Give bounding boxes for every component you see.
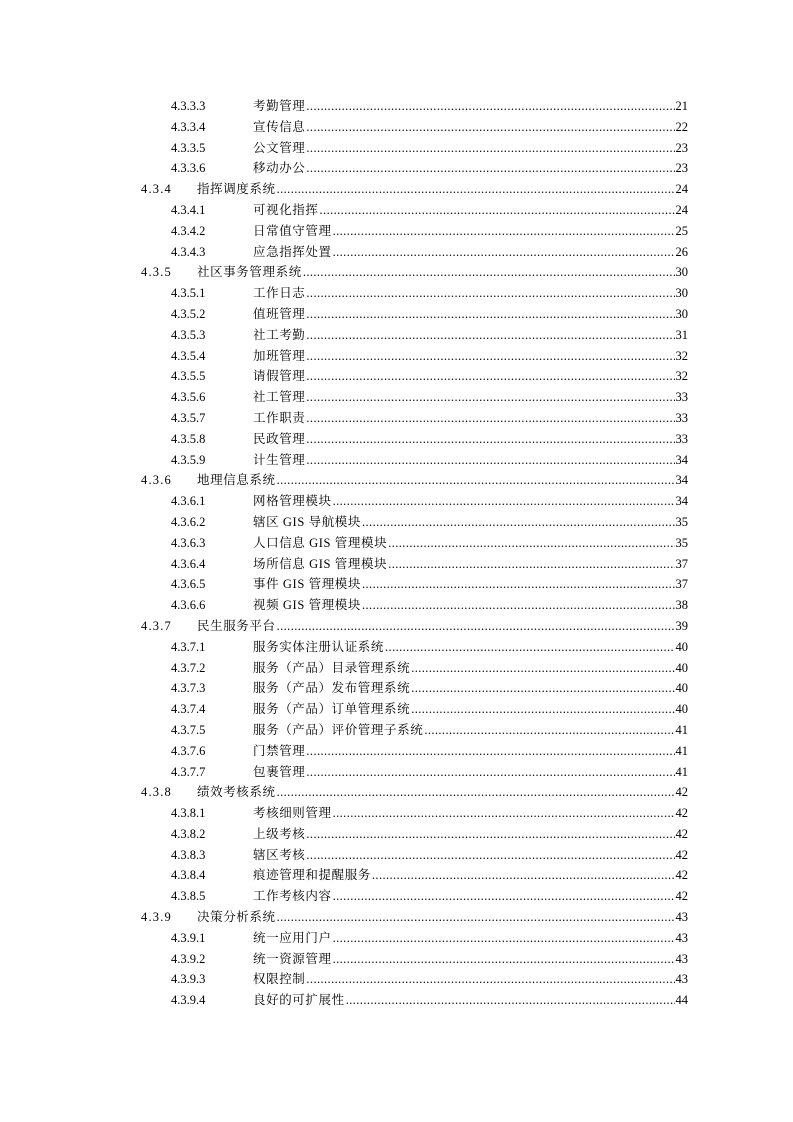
toc-section-entry[interactable]	[0, 616, 793, 637]
toc-entry-title-line	[253, 366, 688, 387]
toc-entry-number: 4.3.5.9	[171, 452, 206, 467]
toc-entry-title-line	[253, 720, 688, 741]
toc-dot-leader	[277, 470, 675, 491]
toc-page-number[interactable]: 42	[675, 889, 688, 904]
toc-entry-title[interactable]: 日常值守管理	[253, 223, 332, 238]
toc-entry-number: 4.3.6.4	[171, 556, 206, 571]
toc-subsection-entry[interactable]	[0, 658, 793, 679]
toc-dot-leader	[306, 138, 674, 159]
toc-entry-number: 4.3.7.5	[171, 722, 206, 737]
toc-entry-title[interactable]: 事件 GIS 管理模块	[253, 577, 361, 592]
toc-entry-number: 4.3.5.2	[171, 306, 206, 321]
toc-subsection-entry[interactable]	[0, 969, 793, 990]
toc-entry-number: 4.3.9.1	[171, 930, 206, 945]
toc-dot-leader	[306, 741, 674, 762]
toc-entry-number: 4.3.7.2	[171, 660, 206, 675]
toc-dot-leader	[362, 574, 675, 595]
toc-subsection-entry[interactable]	[0, 117, 793, 138]
toc-subsection-entry[interactable]	[0, 928, 793, 949]
toc-entry-title-line	[253, 699, 688, 720]
toc-dot-leader	[333, 928, 675, 949]
toc-entry-number: 4.3.3.5	[171, 140, 206, 155]
toc-subsection-entry[interactable]	[0, 803, 793, 824]
toc-entry-number: 4.3.3.4	[171, 119, 206, 134]
toc-entry-title-line	[253, 554, 688, 575]
toc-subsection-entry[interactable]	[0, 450, 793, 471]
toc-page-number[interactable]: 40	[675, 681, 688, 696]
toc-entry-title-line	[253, 574, 688, 595]
toc-page-number[interactable]: 34	[675, 452, 688, 467]
toc-dot-leader	[411, 699, 674, 720]
toc-page-number[interactable]: 42	[675, 868, 688, 883]
toc-subsection-entry[interactable]	[0, 408, 793, 429]
toc-entry-number: 4.3.7	[141, 618, 172, 633]
toc-section-entry[interactable]	[0, 179, 793, 200]
toc-dot-leader	[333, 491, 675, 512]
toc-entry-title[interactable]: 服务（产品）发布管理系统	[253, 681, 411, 696]
toc-dot-leader	[333, 803, 675, 824]
toc-entry-title-line	[253, 678, 688, 699]
toc-page-number[interactable]: 43	[675, 930, 688, 945]
toc-page-number[interactable]: 43	[675, 972, 688, 987]
toc-entry-title-line	[197, 262, 688, 283]
toc-dot-leader	[306, 96, 674, 117]
toc-entry-title[interactable]: 服务实体注册认证系统	[253, 639, 385, 654]
toc-page-number[interactable]: 25	[675, 223, 688, 238]
toc-page-number[interactable]: 30	[675, 306, 688, 321]
toc-entry-title-line	[253, 803, 688, 824]
toc-entry-title-line	[253, 969, 688, 990]
toc-dot-leader	[362, 595, 675, 616]
toc-entry-title-line	[253, 949, 688, 970]
toc-entry-title[interactable]: 痕迹管理和提醒服务	[253, 868, 371, 883]
toc-dot-leader	[362, 512, 675, 533]
toc-entry-title-line	[197, 470, 688, 491]
toc-page-number[interactable]: 43	[675, 951, 688, 966]
toc-subsection-entry[interactable]	[0, 158, 793, 179]
table-of-contents	[0, 96, 793, 1011]
toc-entry-title-line	[253, 221, 688, 242]
toc-entry-title[interactable]: 服务（产品）目录管理系统	[253, 660, 411, 675]
toc-entry-title[interactable]: 宣传信息	[253, 119, 306, 134]
toc-section-entry[interactable]	[0, 262, 793, 283]
toc-section-entry[interactable]	[0, 782, 793, 803]
toc-entry-number: 4.3.6.1	[171, 494, 206, 509]
toc-dot-leader	[306, 158, 674, 179]
toc-entry-title[interactable]: 请假管理	[253, 369, 306, 384]
toc-entry-number: 4.3.4	[141, 182, 172, 197]
toc-subsection-entry[interactable]	[0, 512, 793, 533]
toc-entry-title-line	[253, 408, 688, 429]
toc-page-number[interactable]: 40	[675, 702, 688, 717]
toc-entry-title[interactable]: 加班管理	[253, 348, 306, 363]
toc-entry-title-line	[253, 158, 688, 179]
toc-dot-leader	[306, 304, 674, 325]
toc-entry-title-line	[253, 117, 688, 138]
toc-entry-title[interactable]: 统一应用门户	[253, 930, 332, 945]
toc-page-number[interactable]: 35	[675, 514, 688, 529]
toc-page-number[interactable]: 41	[675, 743, 688, 758]
toc-subsection-entry[interactable]	[0, 533, 793, 554]
toc-entry-number: 4.3.5.8	[171, 431, 206, 446]
toc-entry-title-line	[253, 658, 688, 679]
toc-dot-leader	[306, 366, 674, 387]
toc-entry-title[interactable]: 视频 GIS 管理模块	[253, 598, 361, 613]
toc-entry-title[interactable]: 值班管理	[253, 306, 306, 321]
toc-dot-leader	[388, 554, 674, 575]
toc-entry-title-line	[253, 595, 688, 616]
toc-entry-title[interactable]: 权限控制	[253, 972, 306, 987]
toc-dot-leader	[388, 533, 674, 554]
toc-entry-number: 4.3.6.6	[171, 598, 206, 613]
toc-dot-leader	[277, 782, 675, 803]
toc-entry-title-line	[253, 346, 688, 367]
toc-page-number[interactable]: 34	[675, 494, 688, 509]
toc-dot-leader	[346, 990, 675, 1011]
toc-entry-title-line	[253, 928, 688, 949]
toc-dot-leader	[411, 678, 674, 699]
toc-entry-number: 4.3.5.6	[171, 390, 206, 405]
toc-entry-title[interactable]: 计生管理	[253, 452, 306, 467]
toc-entry-title-line	[253, 865, 688, 886]
toc-dot-leader	[306, 969, 674, 990]
toc-entry-number: 4.3.6.3	[171, 535, 206, 550]
toc-entry-number: 4.3.5.1	[171, 286, 206, 301]
toc-subsection-entry[interactable]	[0, 366, 793, 387]
toc-page-number[interactable]: 41	[675, 764, 688, 779]
toc-entry-title[interactable]: 工作日志	[253, 286, 306, 301]
toc-entry-number: 4.3.7.4	[171, 702, 206, 717]
toc-page-number[interactable]: 42	[675, 826, 688, 841]
toc-entry-number: 4.3.7.6	[171, 743, 206, 758]
toc-subsection-entry[interactable]	[0, 741, 793, 762]
toc-entry-title[interactable]: 上级考核	[253, 826, 306, 841]
toc-entry-number: 4.3.5	[141, 265, 172, 280]
toc-entry-title-line	[253, 491, 688, 512]
toc-entry-number: 4.3.4.3	[171, 244, 206, 259]
toc-page-number[interactable]: 26	[675, 244, 688, 259]
toc-entry-number: 4.3.5.4	[171, 348, 206, 363]
toc-entry-title[interactable]: 地理信息系统	[197, 473, 276, 488]
toc-entry-title[interactable]: 社工考勤	[253, 327, 306, 342]
toc-page-number[interactable]: 40	[675, 639, 688, 654]
toc-page-number[interactable]: 33	[675, 390, 688, 405]
toc-entry-number: 4.3.8	[141, 785, 172, 800]
toc-page-number[interactable]: 32	[675, 369, 688, 384]
toc-page-number[interactable]: 30	[675, 286, 688, 301]
toc-subsection-entry[interactable]	[0, 949, 793, 970]
toc-entry-number: 4.3.9	[141, 910, 172, 925]
toc-section-entry[interactable]	[0, 470, 793, 491]
toc-dot-leader	[320, 200, 675, 221]
toc-entry-title[interactable]: 绩效考核系统	[197, 785, 276, 800]
toc-entry-title[interactable]: 人口信息 GIS 管理模块	[253, 535, 388, 550]
toc-subsection-entry[interactable]	[0, 678, 793, 699]
toc-entry-title[interactable]: 可视化指挥	[253, 202, 319, 217]
toc-entry-number: 4.3.9.4	[171, 993, 206, 1008]
toc-subsection-entry[interactable]	[0, 574, 793, 595]
toc-page-number[interactable]: 33	[675, 431, 688, 446]
toc-entry-title-line	[253, 325, 688, 346]
toc-subsection-entry[interactable]	[0, 990, 793, 1011]
toc-dot-leader	[306, 824, 674, 845]
toc-subsection-entry[interactable]	[0, 283, 793, 304]
toc-entry-title[interactable]: 公文管理	[253, 140, 306, 155]
toc-page-number[interactable]: 43	[675, 910, 688, 925]
toc-entry-title-line	[253, 637, 688, 658]
toc-dot-leader	[306, 429, 674, 450]
toc-entry-number: 4.3.8.2	[171, 826, 206, 841]
toc-entry-title-line	[197, 782, 688, 803]
toc-subsection-entry[interactable]	[0, 221, 793, 242]
toc-entry-title[interactable]: 民政管理	[253, 431, 306, 446]
toc-dot-leader	[372, 865, 675, 886]
toc-subsection-entry[interactable]	[0, 387, 793, 408]
toc-page-number[interactable]: 31	[675, 327, 688, 342]
toc-entry-title[interactable]: 辖区 GIS 导航模块	[253, 514, 361, 529]
toc-subsection-entry[interactable]	[0, 762, 793, 783]
toc-entry-title[interactable]: 场所信息 GIS 管理模块	[253, 556, 388, 571]
toc-entry-title-line	[253, 741, 688, 762]
toc-page-number[interactable]: 32	[675, 348, 688, 363]
toc-dot-leader	[306, 450, 674, 471]
toc-dot-leader	[411, 658, 674, 679]
toc-entry-title[interactable]: 工作职责	[253, 410, 306, 425]
toc-entry-title-line	[253, 429, 688, 450]
toc-entry-title-line	[253, 886, 688, 907]
toc-entry-title[interactable]: 服务（产品）订单管理系统	[253, 702, 411, 717]
toc-entry-number: 4.3.7.1	[171, 639, 206, 654]
toc-page-number[interactable]: 37	[675, 577, 688, 592]
toc-entry-title-line	[197, 179, 688, 200]
toc-entry-number: 4.3.6.5	[171, 577, 206, 592]
toc-dot-leader	[424, 720, 674, 741]
toc-page-number[interactable]: 35	[675, 535, 688, 550]
toc-entry-title-line	[253, 138, 688, 159]
toc-page-number[interactable]: 39	[675, 618, 688, 633]
toc-entry-title[interactable]: 辖区考核	[253, 847, 306, 862]
toc-entry-number: 4.3.6	[141, 473, 172, 488]
toc-dot-leader	[306, 346, 674, 367]
toc-entry-title-line	[253, 762, 688, 783]
toc-entry-title-line	[253, 96, 688, 117]
toc-subsection-entry[interactable]	[0, 886, 793, 907]
toc-page-number[interactable]: 40	[675, 660, 688, 675]
toc-page-number[interactable]: 34	[675, 473, 688, 488]
toc-subsection-entry[interactable]	[0, 242, 793, 263]
toc-entry-title[interactable]: 民生服务平台	[197, 618, 276, 633]
toc-entry-title-line	[253, 824, 688, 845]
toc-entry-title[interactable]: 门禁管理	[253, 743, 306, 758]
toc-entry-title[interactable]: 指挥调度系统	[197, 182, 276, 197]
toc-page-number[interactable]: 21	[675, 99, 688, 113]
toc-dot-leader	[277, 616, 675, 637]
toc-entry-number: 4.3.8.1	[171, 806, 206, 821]
toc-dot-leader	[333, 221, 675, 242]
toc-subsection-entry[interactable]	[0, 699, 793, 720]
toc-dot-leader	[306, 408, 674, 429]
toc-subsection-entry[interactable]	[0, 491, 793, 512]
toc-entry-title-line	[253, 200, 688, 221]
toc-page-number[interactable]: 30	[675, 265, 688, 280]
toc-dot-leader	[306, 117, 674, 138]
toc-page-number[interactable]: 37	[675, 556, 688, 571]
toc-entry-title-line	[253, 304, 688, 325]
toc-entry-title[interactable]: 考勤管理	[253, 99, 306, 113]
toc-entry-title[interactable]: 决策分析系统	[197, 910, 276, 925]
toc-dot-leader	[277, 907, 675, 928]
toc-entry-title-line	[253, 533, 688, 554]
toc-entry-number: 4.3.8.5	[171, 889, 206, 904]
toc-section-entry[interactable]	[0, 907, 793, 928]
toc-entry-title-line	[253, 512, 688, 533]
toc-dot-leader	[306, 325, 674, 346]
toc-page-number[interactable]: 23	[675, 161, 688, 176]
toc-page-number[interactable]: 38	[675, 598, 688, 613]
toc-page-number[interactable]: 42	[675, 847, 688, 862]
toc-entry-number: 4.3.3.3	[171, 99, 206, 113]
toc-entry-title-line	[253, 242, 688, 263]
toc-entry-number: 4.3.5.7	[171, 410, 206, 425]
toc-entry-title[interactable]: 包裹管理	[253, 764, 306, 779]
toc-dot-leader	[306, 845, 674, 866]
toc-entry-number: 4.3.5.5	[171, 369, 206, 384]
toc-entry-title[interactable]: 社区事务管理系统	[197, 265, 302, 280]
toc-subsection-entry[interactable]	[0, 720, 793, 741]
toc-subsection-entry[interactable]	[0, 824, 793, 845]
toc-subsection-entry[interactable]	[0, 429, 793, 450]
toc-page-number[interactable]: 42	[675, 785, 688, 800]
toc-entry-title[interactable]: 移动办公	[253, 161, 306, 176]
toc-entry-number: 4.3.9.2	[171, 951, 206, 966]
toc-entry-title[interactable]: 良好的可扩展性	[253, 993, 345, 1008]
toc-entry-number: 4.3.8.3	[171, 847, 206, 862]
toc-page-number[interactable]: 23	[675, 140, 688, 155]
toc-entry-title[interactable]: 考核细则管理	[253, 806, 332, 821]
toc-dot-leader	[333, 949, 675, 970]
toc-subsection-entry[interactable]	[0, 304, 793, 325]
toc-dot-leader	[333, 242, 675, 263]
toc-subsection-entry[interactable]	[0, 637, 793, 658]
toc-entry-title-line	[253, 990, 688, 1011]
toc-entry-number: 4.3.4.2	[171, 223, 206, 238]
toc-page-number[interactable]: 24	[675, 202, 688, 217]
toc-dot-leader	[277, 179, 675, 200]
toc-page-number[interactable]: 33	[675, 410, 688, 425]
toc-subsection-entry[interactable]	[0, 138, 793, 159]
toc-page-number[interactable]: 22	[675, 119, 688, 134]
toc-dot-leader	[303, 262, 675, 283]
toc-dot-leader	[333, 886, 675, 907]
toc-entry-number: 4.3.9.3	[171, 972, 206, 987]
toc-entry-number: 4.3.6.2	[171, 514, 206, 529]
toc-entry-number: 4.3.4.1	[171, 202, 206, 217]
toc-page-number[interactable]: 44	[675, 993, 688, 1008]
toc-entry-title[interactable]: 社工管理	[253, 390, 306, 405]
toc-entry-title-line	[253, 450, 688, 471]
toc-dot-leader	[306, 387, 674, 408]
toc-entry-title-line	[253, 845, 688, 866]
toc-entry-title-line	[197, 616, 688, 637]
toc-entry-number: 4.3.3.6	[171, 161, 206, 176]
toc-entry-number: 4.3.8.4	[171, 868, 206, 883]
toc-dot-leader	[385, 637, 674, 658]
toc-entry-title[interactable]: 网格管理模块	[253, 494, 332, 509]
toc-subsection-entry[interactable]	[0, 865, 793, 886]
toc-entry-number: 4.3.7.3	[171, 681, 206, 696]
toc-entry-title-line	[253, 283, 688, 304]
toc-subsection-entry[interactable]	[0, 346, 793, 367]
toc-entry-title[interactable]: 应急指挥处置	[253, 244, 332, 259]
toc-page-number[interactable]: 42	[675, 806, 688, 821]
toc-entry-number: 4.3.5.3	[171, 327, 206, 342]
toc-entry-title[interactable]: 服务（产品）评价管理子系统	[253, 722, 424, 737]
toc-entry-title[interactable]: 工作考核内容	[253, 889, 332, 904]
toc-subsection-entry[interactable]	[0, 96, 793, 117]
toc-page-number[interactable]: 24	[675, 182, 688, 197]
toc-page-number[interactable]: 41	[675, 722, 688, 737]
toc-subsection-entry[interactable]	[0, 325, 793, 346]
toc-subsection-entry[interactable]	[0, 595, 793, 616]
toc-dot-leader	[306, 762, 674, 783]
toc-subsection-entry[interactable]	[0, 845, 793, 866]
toc-entry-title[interactable]: 统一资源管理	[253, 951, 332, 966]
toc-subsection-entry[interactable]	[0, 200, 793, 221]
toc-entry-title-line	[197, 907, 688, 928]
toc-dot-leader	[306, 283, 674, 304]
toc-entry-number: 4.3.7.7	[171, 764, 206, 779]
toc-subsection-entry[interactable]	[0, 554, 793, 575]
toc-entry-title-line	[253, 387, 688, 408]
